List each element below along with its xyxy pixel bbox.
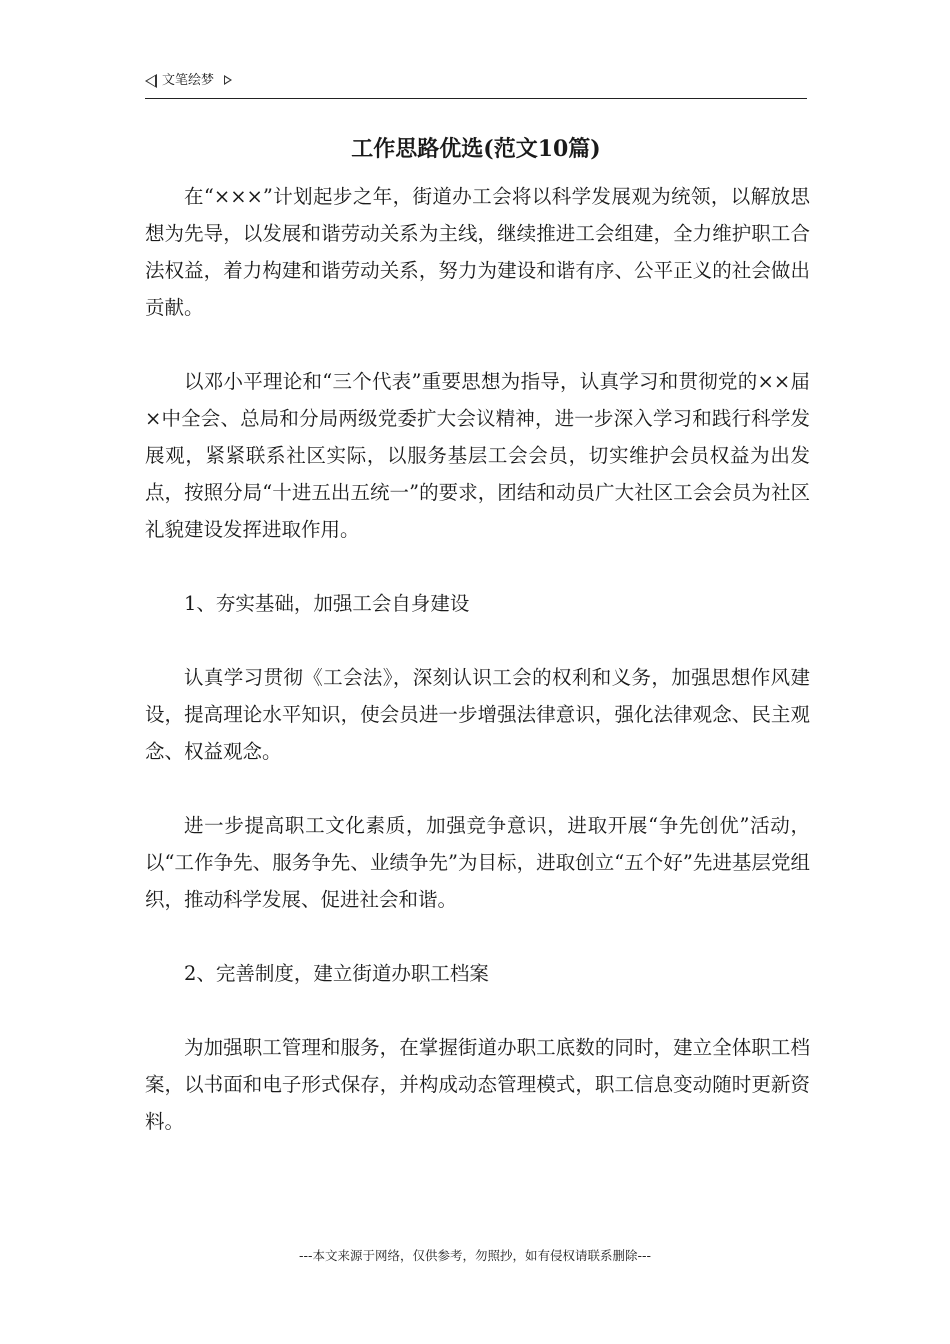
page-header [145, 72, 807, 99]
paragraph-4: 进一步提高职工文化素质，加强竞争意识，进取开展“争先创优”活动，以“工作争先、服务争先、业绩争先”为目标，进取创立“五个好”先进基层党组织，推动科学发展、促进社会和谐。 [145, 814, 810, 911]
paragraph-1: 在“×××”计划起步之年，街道办工会将以科学发展观为统领，以解放思想为先导，以发展和谐劳动关系为主线，继续推进工会组建，全力维护职工合法权益，着力构建和谐劳动关系，努力为建设和谐有序、公平正义的社会做出贡献。 [145, 185, 810, 319]
section-heading-2: 2、完善制度，建立街道办职工档案 [184, 962, 489, 985]
paragraph-5: 为加强职工管理和服务，在掌握街道办职工底数的同时，建立全体职工档案，以书面和电子形式保存，并构成动态管理模式，职工信息变动随时更新资料。 [145, 1036, 810, 1133]
header-brand: 文笔绘梦 [162, 73, 215, 88]
document-body [145, 178, 810, 1177]
section-heading-1: 1、夯实基础，加强工会自身建设 [184, 592, 470, 615]
page-footer: ---本文来源于网络，仅供参考，勿照抄，如有侵权请联系删除--- [298, 1248, 652, 1263]
paragraph-2: 以邓小平理论和“三个代表”重要思想为指导，认真学习和贯彻党的××届×中全会、总局和分局两级党委扩大会议精神，进一步深入学习和践行科学发展观，紧紧联系社区实际，以服务基层工会会员，切实维护会员权益为出发点，按照分局“十进五出五统一”的要求，团结和动员广大社区工会会员为社区礼貌建设发挥进取作用。 [145, 370, 810, 541]
triangle-right-icon [224, 75, 232, 85]
document-title: 工作思路优选(范文10篇) [351, 136, 601, 162]
triangle-left-icon [145, 74, 157, 88]
paragraph-3: 认真学习贯彻《工会法》，深刻认识工会的权利和义务，加强思想作风建设，提高理论水平知识，使会员进一步增强法律意识，强化法律观念、民主观念、权益观念。 [145, 666, 810, 763]
